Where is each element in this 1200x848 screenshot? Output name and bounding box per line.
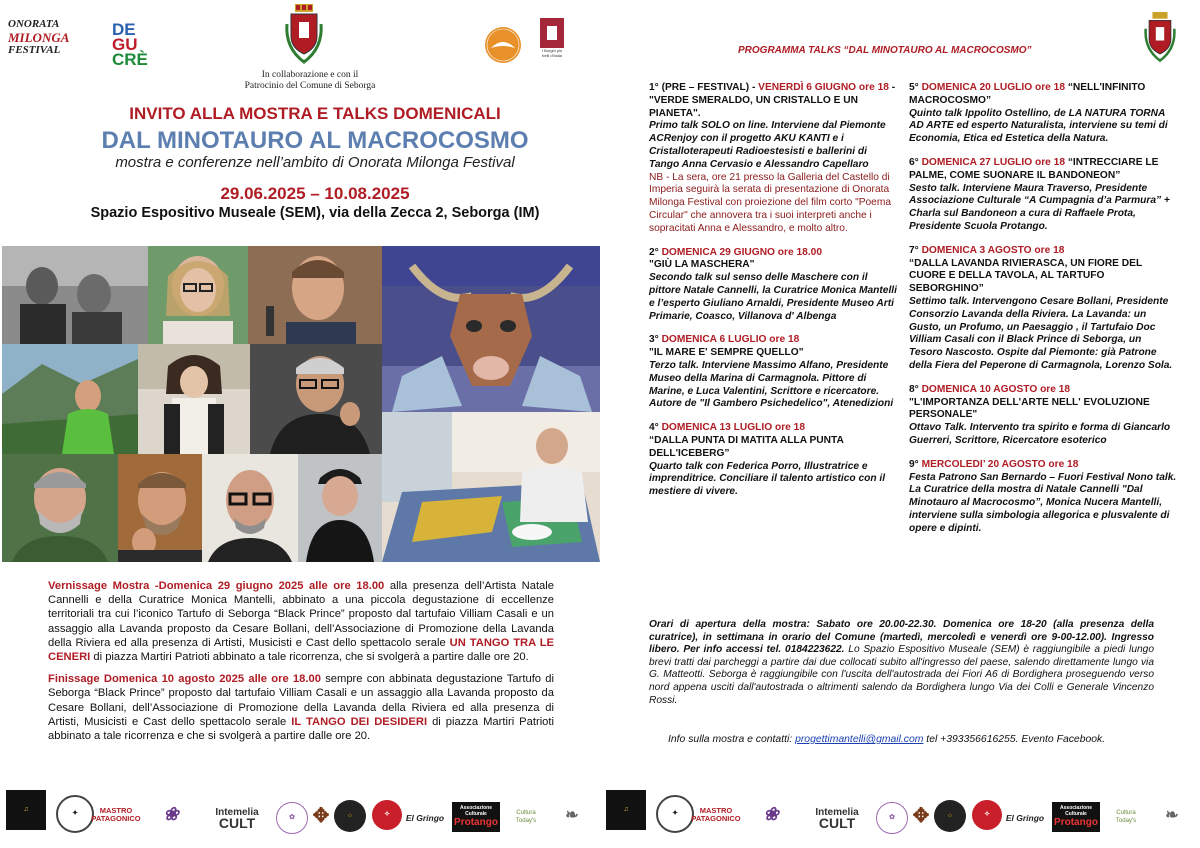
flower-badge-right-icon: ✿ (876, 802, 908, 834)
finissage-text-2: di piazza Martiri Patrioti abbinato a tale ricorrenza e che si svolgerà a partire dalle ore 20. (48, 715, 555, 743)
opening-hours-bold: Orari di apertura della mostra: Sabato ore 20.00-22.30. Domenica ore 18-20 (alla presenza della curatrice), in settimana in orario del Comune (martedì, mercoledì e venerdì ore 9-00-12.00). Ingresso libero. Per info accessi tel. 0184223622. (649, 619, 1154, 656)
protango-logo-right (1052, 802, 1100, 832)
protango-logo (452, 802, 500, 832)
cult-line: CULT (218, 815, 256, 831)
talk-8-body: Ottavo Talk. Intervento tra spirito e forma di Giancarlo Guerreri, Scrittore, Ricercatore esoterico (909, 422, 1171, 446)
talk-item-8 (909, 384, 1177, 448)
el-gringo-logo-right: El Gringo (1005, 813, 1045, 823)
talk-1-title: - "VERDE SMERALDO, UN CRISTALLO E UN PIANETA". (649, 82, 896, 119)
photo-man-bald-glasses (202, 454, 298, 562)
exhibition-dates: 29.06.2025 – 10.08.2025 (220, 184, 410, 203)
seborga-crest-icon (285, 4, 323, 66)
opening-hours-directions: Lo Spazio Espositivo Museale (SEM) è raggiungibile a piedi lungo brevi tratti dai parcheggi a partire dai due collocati subito all'ingresso del paese, salendo direttamente lungo via G. Matteotti. Seborga è raggiungibile con l'uscita dell'autostrada dei Fiori A6 di Bordighera proseguendo verso nord appena usciti dall'autostrada o altrimenti salendo da Bordighera lungo Via dei Colli e Generale Vincenzo Rossi. (649, 644, 1154, 706)
degucre-line-3: CRÈ (112, 50, 148, 69)
eno-tango-logo-icon: ♫ (6, 790, 46, 830)
tower-icon (540, 18, 564, 48)
talk-item-3 (649, 334, 897, 411)
talk-8-title: "L'IMPORTANZA DELL'ARTE NELL' EVOLUZIONE PERSONALE" (909, 396, 1150, 421)
degucre-line-1: DE (112, 20, 136, 39)
talks-column-a (649, 82, 897, 510)
opening-hours (649, 619, 1154, 707)
degucre-logo (112, 22, 152, 68)
invito-title: INVITO ALLA MOSTRA E TALKS DOMENICALI (129, 104, 501, 123)
talk-1-date: VENERDÌ 6 GIUGNO ore 18 (758, 82, 889, 93)
talk-6-date: DOMENICA 27 LUGLIO ore 18 (921, 156, 1065, 168)
photo-man-cap (298, 454, 382, 562)
onorata-milonga-logo (8, 18, 103, 68)
protango-name-line: Protango (454, 817, 498, 828)
mastro-patagonico-logo-right: MASTRO PATAGONICO (691, 806, 741, 823)
photo-man-microphone (248, 246, 382, 344)
vernissage-show: UN TANGO TRA LE CENERI (48, 636, 555, 664)
contact-info (668, 734, 1168, 745)
talk-9-number: 9° (909, 458, 922, 470)
nature-art-logo-icon: ❧ (565, 807, 579, 824)
talk-item-7 (909, 245, 1177, 373)
circle-partner-logo-icon (484, 26, 522, 64)
borghi-italia-logo (540, 18, 564, 64)
mastro-patagonico-logo: MASTRO PATAGONICO (91, 806, 141, 823)
talk-5-number: 5° (909, 82, 922, 93)
talk-8-date: DOMENICA 10 AGOSTO ore 18 (921, 383, 1071, 395)
talk-9-date: MERCOLEDI’ 20 AGOSTO ore 18 (921, 458, 1079, 470)
nature-art-logo-right-icon: ❧ (1165, 807, 1179, 824)
cult-line-right: CULT (818, 815, 856, 831)
talk-5-date: DOMENICA 20 LUGLIO ore 18 (921, 82, 1065, 93)
talk-7-body: Settimo talk. Intervengono Cesare Bollani, Presidente Consorzio Lavanda della Riviera. La Lavanda: un Gusto, un Profumo, un Paesaggio , il Tartufaio Doc Villiam Casali con il Black Prince di Seborga, un Tesoro Nascosto. Ospite dal Piemonte: già Patrone della Fiera del Peperone di Carmagnola, Lorenzo Sola. (909, 295, 1173, 371)
logo-line-1: ONORATA (8, 18, 60, 30)
vernissage-text-1: alla presenza dell’Artista Natale Cannelli e della Curatrice Monica Mantelli, abbinato a una piccola degustazione di eccellenze territoriali tra cui l’iconico Tartufo di Seborga “Black Prince” proposto dal tartufaio Villiam Casali e un assaggio alla Lavanda proposto da Cesare Bollani, dell’Associazione di Promozione della Lavanda della Riviera ed alla presenza di Artisti, Musicisti e Cast dello spettacolo serale (48, 580, 554, 649)
knot-logo-icon: ✥ (312, 805, 330, 827)
talk-6-title: “INTRECCIARE LE PALME, COME SUONARE IL BANDONEON” (909, 156, 1159, 181)
lavender-logo-right-icon: ❀ (763, 804, 779, 824)
red-dancer-logo-right-icon: ✧ (972, 800, 1002, 830)
collab-line-1: In collaborazione e con il (261, 70, 359, 80)
intemelia-line: Intemelia (215, 807, 259, 818)
photo-man-grey-beard (2, 454, 118, 562)
contact-email-link[interactable]: progettimantelli@gmail.com (795, 734, 924, 745)
intemelia-cult-logo-right (806, 802, 868, 834)
talk-2-date: DOMENICA 29 GIUGNO ore 18.00 (661, 246, 822, 258)
knot-logo-right-icon: ✥ (912, 805, 930, 827)
photo-woman-scarf (138, 344, 250, 454)
vernissage-text-2: di piazza Martiri Patrioti abbinato a tale ricorrenza, che si svolgerà a partire dalle ore 20. (90, 651, 529, 664)
cultura-today-logo-right: Cultura Today's (1115, 810, 1137, 824)
talks-column-b (909, 82, 1177, 547)
finissage-heading: Finissage Domenica 10 agosto 2025 alle ore 18.00 (48, 673, 321, 686)
talk-4-title: “DALLA PUNTA DI MATITA ALLA PUNTA DELL'ICEBERG” (649, 434, 844, 459)
finissage-paragraph (48, 672, 554, 743)
talk-7-date: DOMENICA 3 AGOSTO ore 18 (921, 244, 1065, 256)
main-title: DAL MINOTAURO AL MACROCOSMO (101, 127, 529, 154)
seborga-crest-right-icon (1142, 12, 1178, 64)
talk-item-4 (649, 422, 897, 499)
intemelia-cult-logo (206, 802, 268, 834)
logo-line-3: FESTIVAL (8, 44, 61, 56)
talk-5-title: “NELL'INFINITO MACROCOSMO” (909, 82, 1146, 106)
talk-7-title: “DALLA LAVANDA RIVIERASCA, UN FIORE DEL CUORE E DELLA TAVOLA, AL TARTUFO SEBORGHINO” (909, 257, 1142, 295)
talk-3-date: DOMENICA 6 LUGLIO ore 18 (661, 334, 800, 346)
protango-name-line-right: Protango (1054, 817, 1098, 828)
exhibition-venue: Spazio Espositivo Museale (SEM), via della Zecca 2, Seborga (IM) (90, 205, 540, 221)
photo-man-thinking (250, 344, 382, 454)
photo-woman-glasses (148, 246, 248, 344)
talk-item-1 (649, 82, 897, 236)
seal-logo-icon: ✦ (56, 795, 94, 833)
talk-3-body: Terzo talk. Interviene Massimo Alfano, Presidente Museo della Marina di Carmagnola. Pittore di Marine, e Luca Valentini, Scrittore e ricercatore. Autore de "Il Gambero Psichedelico", Atenedizioni (649, 359, 894, 410)
finissage-text-1: sempre con abbinata degustazione Tartufo di Seborga “Black Prince” proposto dal tartufaio Villiam Casali e un assaggio alla Lavanda proposto da Cesare Bollani, dell’Associazione di Promozione della Lavanda della Riviera ed alla presenza di Artisti, Musicisti e Cast dello spettacolo serale (48, 673, 554, 728)
talk-6-number: 6° (909, 156, 922, 168)
talk-5-body: Quinto talk Ippolito Ostellino, de LA NATURA TORNA AD ARTE ed esperto Naturalista, interviene su temi di Economia, Etica ed Estetica della Natura. (909, 107, 1168, 145)
talk-4-date: DOMENICA 13 LUGLIO ore 18 (661, 422, 805, 434)
talk-1-number: 1° (PRE – FESTIVAL) - (649, 82, 759, 93)
photo-man-hand-chin (118, 454, 202, 562)
talk-3-number: 3° (649, 334, 662, 346)
seal-logo-right-icon: ✦ (656, 795, 694, 833)
photo-man-mountains (2, 344, 138, 454)
talk-1-body: Primo talk SOLO on line. Interviene dal Piemonte ACRenjoy con il progetto AKU KANTI e i Cristalloterapeuti Radioestesisti e ballerini di Tango Anna Cervasio e Alessandro Capellaro (649, 120, 886, 170)
protango-assoc-line-right: Associazione Culturale (1060, 805, 1092, 817)
subtitle: mostra e conferenze nell’ambito di Onorata Milonga Festival (115, 154, 515, 171)
lavender-logo-icon: ❀ (163, 804, 179, 824)
painting-minotaur (382, 246, 600, 412)
talk-1-note: NB - La sera, ore 21 presso la Galleria del Castello di Imperia seguirà la serata di presentazione di Onorata Milonga Festival con proiezione del film corto "Poema Circular" che annovera tra i suoi interpreti anche i sopracitati Anna e Alessandro, e molto altro. (649, 171, 892, 234)
talk-item-5 (909, 82, 1177, 146)
protango-assoc-line: Associazione Culturale (460, 805, 492, 817)
red-dancer-logo-icon: ✧ (372, 800, 402, 830)
cultura-today-logo: Cultura Today's (515, 810, 537, 824)
talk-item-2 (649, 247, 897, 324)
talk-4-number: 4° (649, 422, 662, 434)
talk-item-9 (909, 459, 1177, 536)
borghi-label: I Borghi più belli d'Italia (541, 48, 563, 58)
finissage-show: IL TANGO DEI DESIDERI (291, 715, 428, 728)
eno-tango-logo-right-icon: ♫ (606, 790, 646, 830)
photo-couple (2, 246, 148, 344)
contact-suffix: tel +393356616255. Evento Facebook. (923, 734, 1106, 745)
talk-7-number: 7° (909, 244, 922, 256)
vernissage-section (48, 579, 554, 743)
vernissage-paragraph (48, 579, 554, 664)
collaboration-text (220, 70, 400, 92)
dark-round-logo-right-icon: ☼ (934, 800, 966, 832)
degucre-line-2: GU (112, 35, 138, 54)
talk-9-body: Festa Patrono San Bernardo – Fuori Festival Nono talk. La Curatrice della mostra di Natale Cannelli "Dal Minotauro al Macrocosmo”, Monica Nucera Mantelli, interviene sulla simbologia allegorica e plusvalente di opere e dipinti. (909, 471, 1177, 534)
talk-8-number: 8° (909, 383, 922, 395)
talk-2-number: 2° (649, 246, 662, 258)
intemelia-line-right: Intemelia (815, 807, 859, 818)
vernissage-heading: Vernissage Mostra -Domenica 29 giugno 2025 alle ore 18.00 (48, 580, 385, 592)
photo-painter-at-table (382, 412, 600, 562)
el-gringo-logo: El Gringo (405, 813, 445, 823)
collab-line-2: Patrocinio del Comune di Seborga (244, 81, 376, 91)
dark-round-logo-icon: ☼ (334, 800, 366, 832)
talk-4-body: Quarto talk con Federica Porro, Illustratrice e imprenditrice. Conciliare il talento artistico con il mestiere di vivere. (649, 460, 886, 498)
talk-3-title: "IL MARE E' SEMPRE QUELLO" (649, 347, 804, 359)
logo-line-2: MILONGA (8, 30, 70, 45)
talk-6-body: Sesto talk. Interviene Maura Traverso, Presidente Associazione Culturale “A Cumpagnia d’a Parmura” + Charla sul Bandoneon a cura di Raffaele Prota, Presidente Scuola Protango. (909, 182, 1170, 232)
contact-prefix: Info sulla mostra e contatti: (668, 734, 796, 745)
program-title: PROGRAMMA TALKS “DAL MINOTAURO AL MACROCOSMO” (738, 45, 1032, 56)
talk-2-body: Secondo talk sul senso delle Maschere con il pittore Natale Cannelli, la Curatrice Monica Mantelli e l’esperto Giuliano Arnaldi, Presidente Museo Arti Primarie, Coasco, Villanova d' Albenga (649, 272, 897, 322)
talk-item-6 (909, 157, 1177, 234)
flower-badge-icon: ✿ (276, 802, 308, 834)
talk-2-title: "GIÙ LA MASCHERA" (649, 259, 755, 271)
